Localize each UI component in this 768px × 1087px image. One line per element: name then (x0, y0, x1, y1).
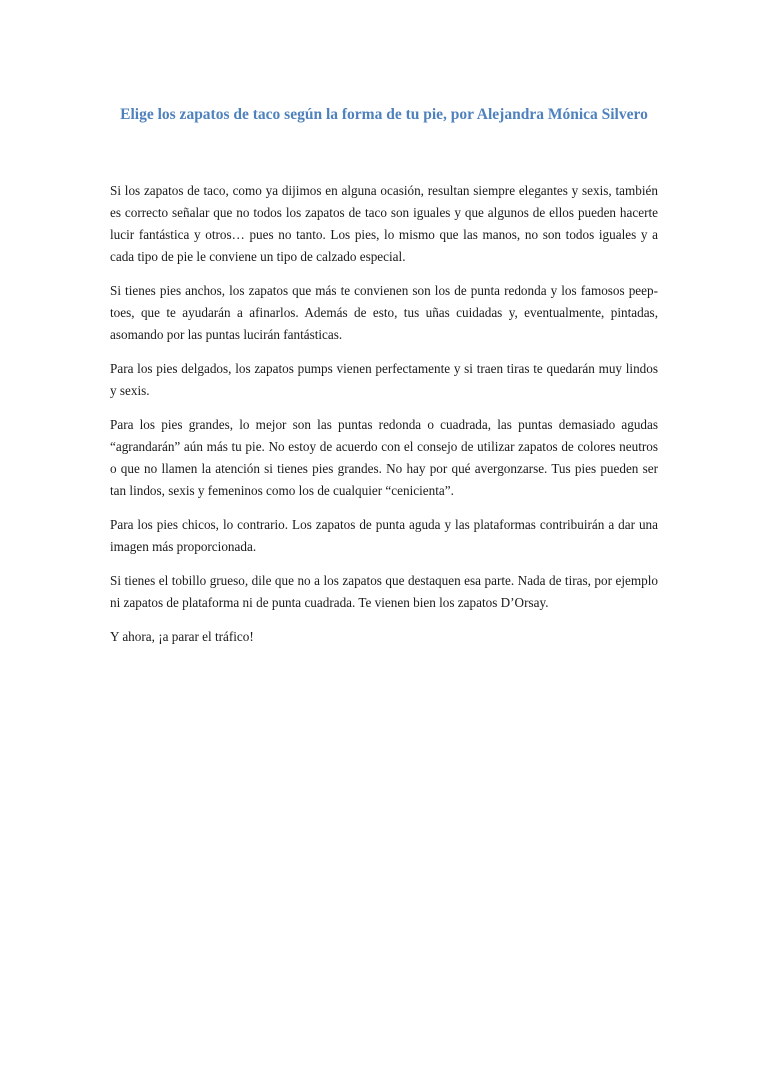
paragraph-large-feet: Para los pies grandes, lo mejor son las puntas redonda o cuadrada, las puntas demasiado agudas “agrandarán” aún más tu pie. No estoy de acuerdo con el consejo de utilizar zapatos de colores neutros o que no llamen la atención si tienes pies grandes. No hay por qué avergonzarse. Tus pies pueden ser tan lindos, sexis y femeninos como los de cualquier “cenicienta”. (110, 417, 658, 498)
paragraph-wide-feet: Si tienes pies anchos, los zapatos que más te convienen son los de punta redonda y los famosos peep-toes, que te ayudarán a afinarlos. Además de esto, tus uñas cuidadas y, eventualmente, pintadas, asomando por las puntas lucirán fantásticas. (110, 283, 658, 342)
paragraph-closing: Y ahora, ¡a parar el tráfico! (110, 629, 254, 644)
paragraph-thick-ankle: Si tienes el tobillo grueso, dile que no a los zapatos que destaquen esa parte. Nada de tiras, por ejemplo ni zapatos de plataforma ni de punta cuadrada. Te vienen bien los zapatos D’Orsay. (110, 573, 658, 610)
paragraph-thin-feet: Para los pies delgados, los zapatos pumps vienen perfectamente y si traen tiras te quedarán muy lindos y sexis. (110, 361, 658, 398)
document-title: Elige los zapatos de taco según la forma de tu pie, por Alejandra Mónica Silvero (120, 106, 648, 123)
paragraph-small-feet: Para los pies chicos, lo contrario. Los zapatos de punta aguda y las plataformas contribuirán a dar una imagen más proporcionada. (110, 517, 658, 554)
document-body (110, 180, 658, 660)
paragraph-intro: Si los zapatos de taco, como ya dijimos en alguna ocasión, resultan siempre elegantes y sexis, también es correcto señalar que no todos los zapatos de taco son iguales y que algunos de ellos pueden hacerte lucir fantástica y otros… pues no tanto. Los pies, lo mismo que las manos, no son todos iguales y a cada tipo de pie le conviene un tipo de calzado especial. (110, 183, 658, 264)
